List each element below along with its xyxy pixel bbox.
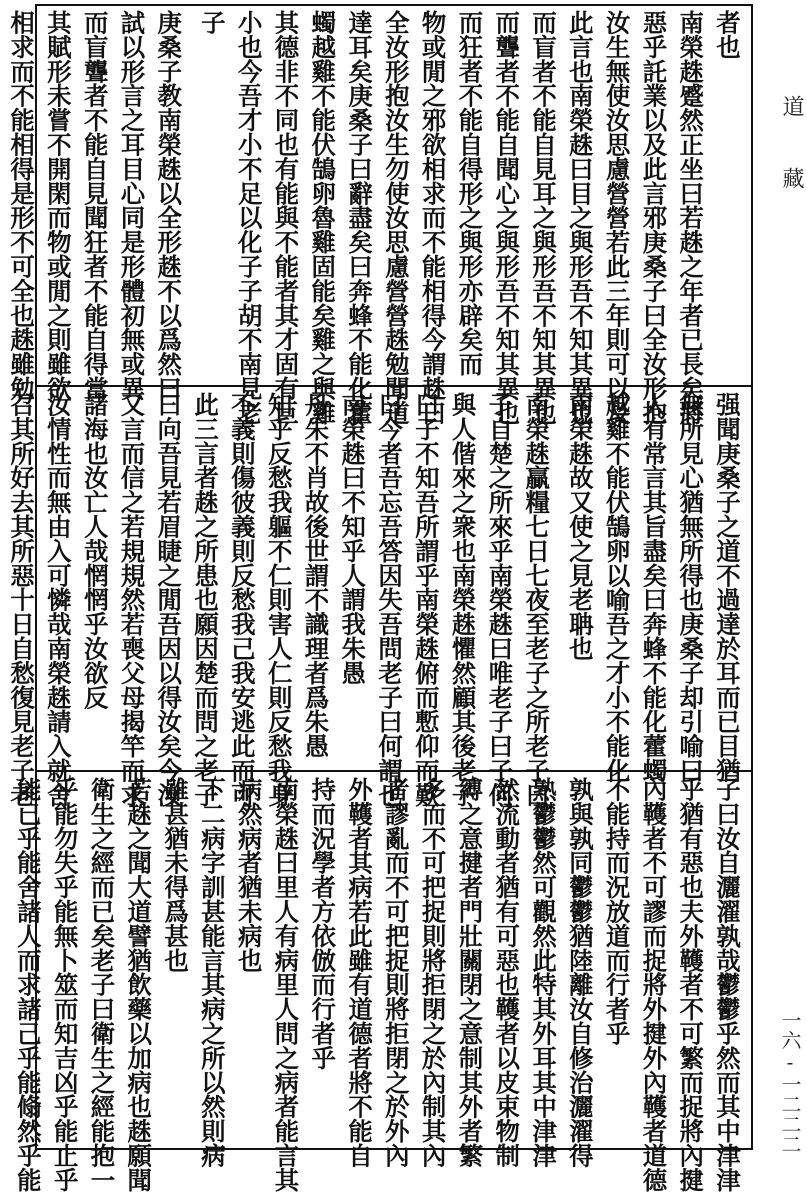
- text-column: 南榮趎贏糧七日七夜至老子之所老子曰: [521, 392, 551, 807]
- text-column: 持而況學者方依倣而行者乎: [307, 777, 337, 1070]
- text-column: 者也: [712, 10, 741, 59]
- text-column: 外韄者其病若此雖有道德者將不能自: [344, 777, 374, 1168]
- text-column: 乎猶有惡也夫外韄者不可繁而捉將內揵: [675, 777, 705, 1192]
- text-column: 無所見心猶無所得也庚桑子却引喻曰: [675, 392, 705, 783]
- text-column: 試以形言之耳目心同是形體初無或異: [116, 10, 146, 401]
- text-column: 而盲聾者不能自見聞狂者不能自得當: [79, 10, 109, 401]
- text-column: 雖甚猶未得爲甚也: [160, 777, 190, 973]
- text-column: 物或閒之邪欲相求而不能相得今謂趎曰: [417, 10, 447, 425]
- margin-title: 道藏: [779, 95, 804, 239]
- text-column: 南榮趎曰里人有病里人問之病者能言其: [270, 777, 300, 1192]
- text-column: 乎能勿失乎能無卜筮而知吉凶乎能止乎: [49, 777, 79, 1192]
- text-column: 此言也南榮趎曰目之與形吾不知其異也: [564, 10, 594, 425]
- text-column: 而盲者不能自見耳之與形吾不知其異也: [528, 10, 558, 425]
- text-column: 南榮趎蹙然正坐曰若趎之年者已長矣將: [675, 10, 705, 425]
- text-column: 其德非不同也有能與不能者其才固有巨: [270, 10, 300, 425]
- text-column: 子: [196, 10, 226, 35]
- text-column: 不義則傷彼義則反愁我己我安逃此而可: [226, 392, 256, 807]
- text-column: 多而不可把捉則將拒閉之於內制其內: [417, 777, 447, 1168]
- text-column: 召其所好去其所惡十日自愁復見老子老: [6, 392, 36, 807]
- text-column: 又言而信之若規規然若喪父母揭竿而求: [116, 392, 146, 807]
- text-column: 縛之意揵者門壯關閉之意制其外者繁: [454, 777, 484, 1168]
- text-column: 者謬亂而不可把捉則將拒閉之於外內: [380, 777, 410, 1168]
- text-column: 全汝形抱汝生勿使汝思慮營營趎勉聞道: [380, 10, 410, 425]
- text-column: 南榮趎曰不知乎人謂我朱愚: [337, 392, 367, 685]
- text-column: 南榮趎故又使之見老聃也: [564, 392, 594, 661]
- text-column: 丹朱不肖故後世謂不識理者爲朱愚: [300, 392, 330, 758]
- text-column: 蠋越雞不能伏鵠卵魯雞固能矣雞之與雞: [307, 10, 337, 425]
- text-column: 能已乎能舍諸人而求諸己乎能翛然乎能: [12, 777, 42, 1192]
- text-column: 孰與孰同鬱鬱猶陸離汝自修治灑濯得: [564, 777, 594, 1168]
- text-column: 諸海也汝亡人哉惘惘乎汝欲反: [79, 392, 109, 710]
- text-column: 子曰汝自灑濯孰哉鬱鬱乎然而其中津津: [712, 777, 741, 1192]
- text-column: 小也今吾才小不足以化子子胡不南見老: [233, 10, 263, 425]
- text-column: 而聾者不能自聞心之與形吾不知其異也: [491, 10, 521, 425]
- text-column: 與人偕來之衆也南榮趎懼然顧其後老子: [447, 392, 477, 807]
- text-column: 知乎反愁我軀不仁則害人仁則反愁我身: [263, 392, 293, 807]
- text-column: 汝情性而無由入可憐哉南榮趎請入就舍: [42, 392, 72, 807]
- text-column: 越雞不能伏鵠卵以喻吾之才小不能化: [601, 392, 631, 783]
- text-column: 病然病者猶未病也: [233, 777, 263, 973]
- text-column: 熟鬱鬱然可觀然此特其外耳其中津津: [528, 777, 558, 1168]
- text-column: 然流動者猶有可惡也韄者以皮束物制: [491, 777, 521, 1168]
- text-column: 曰子不知吾所謂乎南榮趎俯而慙仰而歎: [410, 392, 440, 807]
- text-column: 人有常言其旨盡矣曰奔蜂不能化藿蠋: [638, 392, 668, 783]
- text-column: 不能持而況放道而行者乎: [601, 777, 631, 1046]
- margin-page-number: 一六-一二二二: [778, 1010, 802, 1154]
- text-column: 其賦形未嘗不開閑而物或閒之則雖欲: [42, 10, 72, 401]
- text-column: 下二病字訓甚能言其病之所以然則病: [196, 777, 226, 1168]
- text-panel-bottom: [12, 777, 751, 1192]
- text-column: 庚桑子教南榮趎以全形趎不以爲然曰: [153, 10, 183, 401]
- text-column: 强聞庚桑子之道不過達於耳而已目猶: [712, 392, 741, 783]
- text-column: 衛生之經而已矣老子曰衛生之經能抱一: [86, 777, 116, 1192]
- text-column: 曰今者吾忘吾答因失吾問老子曰何謂也: [374, 392, 404, 807]
- text-column: 子自楚之所來乎南榮趎曰唯老子曰子何: [484, 392, 514, 807]
- text-column: 相求而不能相得是形不可全也趎雖勉: [6, 10, 36, 401]
- text-column: 達耳矣庚桑子曰辭盡矣曰奔蜂不能化藿: [344, 10, 374, 425]
- text-column: 汝生無使汝思慮營營若此三年則可以及: [601, 10, 631, 425]
- text-column: 惡乎託業以及此言邪庚桑子曰全汝形抱: [638, 10, 668, 425]
- text-column: 曰向吾見若眉睫之閒吾因以得汝矣今汝: [153, 392, 183, 807]
- text-panel-top: [6, 10, 751, 425]
- text-column: 此三言者趎之所患也願因楚而問之老子: [190, 392, 220, 807]
- text-column: 而狂者不能自得形之與形亦辟矣而: [454, 10, 484, 376]
- text-column: 內韄者不可謬而捉將外揵外內韄者道德: [638, 777, 668, 1192]
- text-column: 若趎之聞大道譬猶飲藥以加病也趎願聞: [123, 777, 153, 1192]
- text-panel-middle: [6, 392, 751, 807]
